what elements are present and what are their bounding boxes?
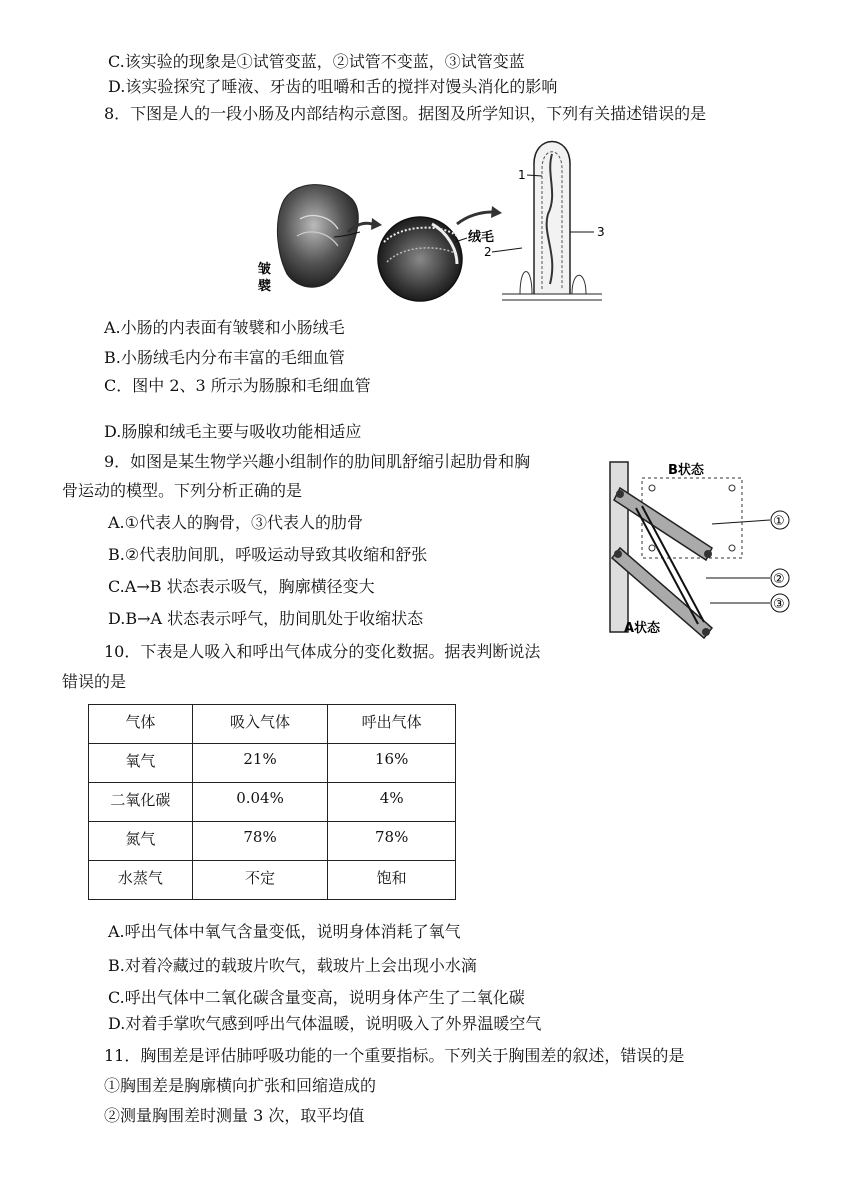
- q9-option-a: A.①代表人的胸骨，③代表人的肋骨: [108, 513, 363, 532]
- q9-stem-line1: 9．如图是某生物学兴趣小组制作的肋间肌舒缩引起肋骨和胸: [104, 452, 531, 471]
- q10-stem-line1: 10．下表是人吸入和呼出气体成分的变化数据。据表判断说法: [104, 642, 541, 661]
- q8-option-b: B.小肠绒毛内分布丰富的毛细血管: [104, 348, 345, 367]
- q11-item-2: ②测量胸围差时测量 3 次，取平均值: [104, 1106, 365, 1125]
- q9-option-c: C.A→B 状态表示吸气，胸廓横径变大: [108, 577, 375, 596]
- table-cell: 78%: [375, 828, 409, 846]
- table-cell: 氮气: [125, 830, 156, 848]
- q9-stem-line2: 骨运动的模型。下列分析正确的是: [62, 481, 303, 500]
- fold-label-1: 皱: [258, 262, 272, 277]
- intestine-segment-drawing: [277, 185, 358, 288]
- table-cell: 78%: [243, 828, 277, 846]
- rib-model-figure: [602, 448, 798, 648]
- magnified-fold-drawing: [378, 217, 462, 301]
- villus-part-1-label: 1: [518, 168, 526, 182]
- q10-option-c: C.呼出气体中二氧化碳含量变高，说明身体产生了二氧化碳: [108, 988, 525, 1007]
- villus-part-3-label: 3: [597, 225, 605, 239]
- header-gas: 气体: [125, 713, 156, 731]
- q8-option-d: D.肠腺和绒毛主要与吸收功能相适应: [104, 422, 362, 441]
- q8-option-c: C．图中 2、3 所示为肠腺和毛细血管: [104, 376, 371, 395]
- table-cell: 二氧化碳: [110, 791, 171, 809]
- q7-option-d: D.该实验探究了唾液、牙齿的咀嚼和舌的搅拌对馒头消化的影响: [108, 77, 558, 96]
- q8-option-a: A.小肠的内表面有皱襞和小肠绒毛: [104, 318, 345, 337]
- q9-option-d: D.B→A 状态表示呼气，肋间肌处于收缩状态: [108, 609, 424, 628]
- q10-option-b: B.对着冷藏过的载玻片吹气，载玻片上会出现小水滴: [108, 956, 477, 975]
- table-row: [89, 783, 456, 822]
- model-part-3-label: ③: [773, 597, 785, 612]
- model-part-1-label: ①: [773, 514, 785, 529]
- table-cell: 21%: [243, 750, 277, 768]
- table-row: [89, 822, 456, 861]
- table-cell: 0.04%: [236, 789, 284, 807]
- table-cell: 4%: [379, 789, 404, 807]
- q10-stem-line2: 错误的是: [62, 672, 127, 691]
- q10-option-a: A.呼出气体中氧气含量变低，说明身体消耗了氧气: [108, 922, 461, 941]
- q9-option-b: B.②代表肋间肌，呼吸运动导致其收缩和舒张: [108, 545, 428, 564]
- small-intestine-figure: [252, 124, 622, 304]
- fold-label-2: 襞: [258, 279, 272, 294]
- q11-item-1: ①胸围差是胸廓横向扩张和回缩造成的: [104, 1076, 377, 1095]
- villus-label: 绒毛: [468, 230, 495, 245]
- header-inhaled: 吸入气体: [230, 713, 291, 731]
- q10-option-d: D.对着手掌吹气感到呼出气体温暖，说明吸入了外界温暖空气: [108, 1014, 542, 1033]
- table-header-row: [89, 705, 456, 744]
- table-cell: 氧气: [125, 752, 156, 770]
- model-part-2-label: ②: [773, 572, 785, 587]
- table-cell: 水蒸气: [117, 869, 163, 887]
- villus-drawing: [502, 142, 602, 301]
- villus-part-2-label: 2: [484, 245, 492, 259]
- gas-composition-table: [88, 704, 456, 900]
- table-cell: 饱和: [376, 869, 407, 887]
- a-state-label: A状态: [624, 621, 661, 636]
- b-state-label: B状态: [668, 463, 704, 478]
- q7-option-c: C.该实验的现象是①试管变蓝，②试管不变蓝，③试管变蓝: [108, 52, 525, 71]
- q11-stem: 11．胸围差是评估肺呼吸功能的一个重要指标。下列关于胸围差的叙述，错误的是: [104, 1046, 685, 1065]
- q8-stem: 8．下图是人的一段小肠及内部结构示意图。据图及所学知识，下列有关描述错误的是: [104, 104, 707, 123]
- table-cell: 16%: [375, 750, 409, 768]
- table-cell: 不定: [245, 869, 276, 887]
- table-row: [89, 744, 456, 783]
- header-exhaled: 呼出气体: [361, 713, 422, 731]
- table-row: [89, 861, 456, 900]
